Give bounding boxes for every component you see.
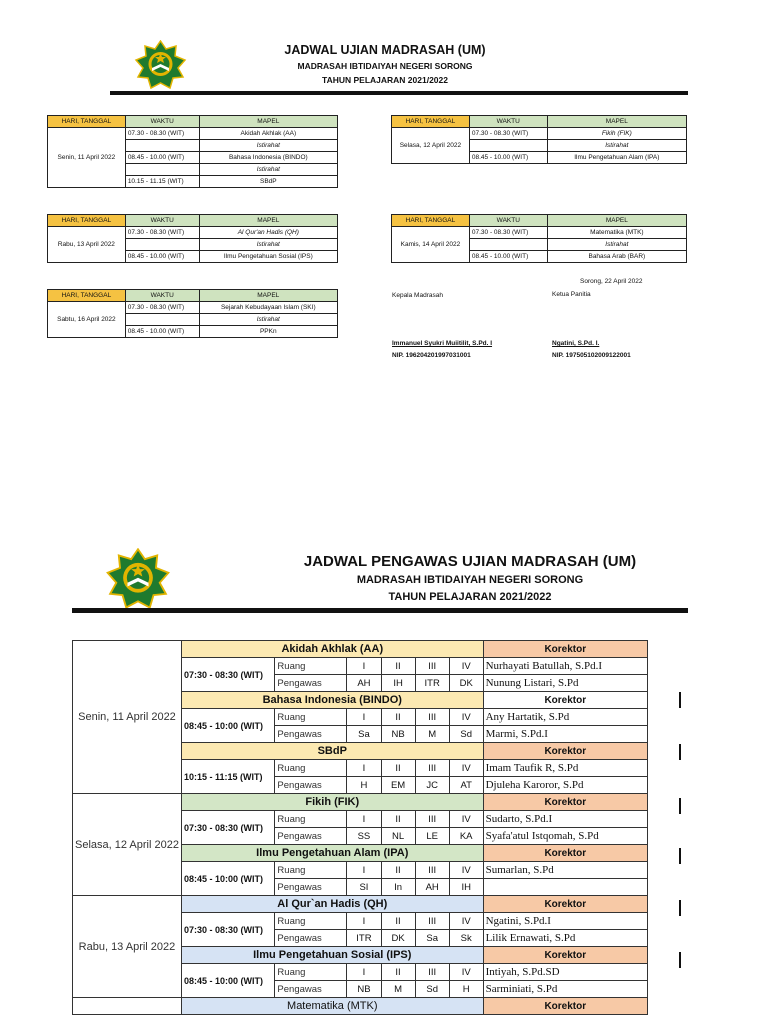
pengawas-code: In [381,879,415,896]
time-cell: 07.30 - 08.30 (WIT) [125,302,199,314]
room: II [381,964,415,981]
room: I [347,760,381,777]
header-time: WAKTU [469,215,547,227]
place-date: Sorong, 22 April 2022 [580,278,643,285]
bottom-title: JADWAL PENGAWAS UJIAN MADRASAH (UM) [303,553,637,570]
room: II [381,658,415,675]
madrasah-logo-top [133,40,188,90]
pengawas-code: NB [347,981,381,998]
pengawas-code: IH [449,879,483,896]
ruang-label: Ruang [275,862,347,879]
pengawas-label: Pengawas [275,930,347,947]
korektor-name: Intiyah, S.Pd.SD [483,964,647,981]
margin-mark [679,692,681,708]
korektor-header: Korektor [483,947,647,964]
session-time: 08:45 - 10:00 (WIT) [181,862,274,896]
margin-mark [679,744,681,760]
time-cell: 08.45 - 10.00 (WIT) [125,326,199,338]
room: II [381,709,415,726]
pengawas-code: IH [381,675,415,692]
korektor-name: Any Hartatik, S.Pd [483,709,647,726]
margin-mark [679,848,681,864]
left-signer-nip: NIP. 196204201997031001 [392,352,471,359]
room: III [415,913,449,930]
room: IV [449,811,483,828]
day-cell: Sabtu, 16 April 2022 [48,302,126,338]
room: III [415,811,449,828]
room: I [347,964,381,981]
margin-mark [679,900,681,916]
ruang-label: Ruang [275,760,347,777]
session-time: 08:45 - 10:00 (WIT) [181,964,274,998]
day-selasa: Selasa, 12 April 2022 [73,794,182,896]
room: II [381,862,415,879]
room: IV [449,964,483,981]
day-senin: Senin, 11 April 2022 [73,641,182,794]
room: II [381,811,415,828]
subject-header: Bahasa Indonesia (BINDO) [181,692,483,709]
pengawas-code: EM [381,777,415,794]
margin-mark [679,798,681,814]
subject-cell: Matematika (MTK) [547,227,686,239]
room: IV [449,760,483,777]
top-title: JADWAL UJIAN MADRASAH (UM) [284,43,486,57]
header-day: HARI, TANGGAL [48,290,126,302]
pengawas-label: Pengawas [275,828,347,845]
korektor-name: Lilik Ernawati, S.Pd [483,930,647,947]
left-signer-role: Kepala Madrasah [392,292,443,299]
pengawas-code: SI [347,879,381,896]
header-subject: MAPEL [199,290,337,302]
subject-cell: Akidah Akhlak (AA) [199,128,337,140]
subject-header: Fikih (FIK) [181,794,483,811]
header-subject: MAPEL [199,116,337,128]
room: IV [449,658,483,675]
korektor-header: Korektor [483,641,647,658]
subject-header: Ilmu Pengetahuan Sosial (IPS) [181,947,483,964]
subject-header: Matematika (MTK) [181,998,483,1015]
break-cell: Istirahat [199,239,337,251]
top-divider [110,91,688,95]
header-day: HARI, TANGGAL [48,116,126,128]
room: I [347,862,381,879]
pengawas-code: Sd [449,726,483,743]
header-subject: MAPEL [199,215,337,227]
korektor-name: Sarminiati, S.Pd [483,981,647,998]
subject-cell: Bahasa Arab (BAR) [547,251,686,263]
time-cell: 08.45 - 10.00 (WIT) [469,251,547,263]
korektor-header: Korektor [483,794,647,811]
time-cell: 07.30 - 08.30 (WIT) [469,128,547,140]
pengawas-code: H [347,777,381,794]
header-subject: MAPEL [547,116,686,128]
time-cell: 10.15 - 11.15 (WIT) [125,176,199,188]
day-kamis-partial [73,998,182,1015]
right-signer-nip: NIP. 197505102009122001 [552,352,631,359]
subject-cell: Al Qur'an Hadis (QH) [199,227,337,239]
korektor-header: Korektor [483,845,647,862]
pengawas-code: Sd [415,981,449,998]
room: I [347,913,381,930]
korektor-name: Djuleha Karoror, S.Pd [483,777,647,794]
pengawas-label: Pengawas [275,879,347,896]
room: II [381,760,415,777]
room: III [415,862,449,879]
header-time: WAKTU [469,116,547,128]
pengawas-code: Sa [347,726,381,743]
pengawas-code: AH [415,879,449,896]
day-cell: Kamis, 14 April 2022 [392,227,470,263]
subject-header: Al Qur`an Hadis (QH) [181,896,483,913]
top-table-rabu [47,214,338,263]
korektor-name: Nunung Listari, S.Pd [483,675,647,692]
korektor-header: Korektor [483,998,647,1015]
session-time: 07:30 - 08:30 (WIT) [181,811,274,845]
time-cell: 07.30 - 08.30 (WIT) [469,227,547,239]
ruang-label: Ruang [275,709,347,726]
time-cell: 07.30 - 08.30 (WIT) [125,128,199,140]
top-table-selasa [391,115,687,164]
break-cell: Istirahat [199,164,337,176]
korektor-header: Korektor [483,743,647,760]
room: III [415,964,449,981]
subject-header: SBdP [181,743,483,760]
right-signer-name: Ngatini, S.Pd. I. [552,340,600,347]
room: III [415,760,449,777]
header-day: HARI, TANGGAL [392,116,470,128]
pengawas-code: Sa [415,930,449,947]
header-subject: MAPEL [547,215,686,227]
pengawas-code: LE [415,828,449,845]
pengawas-code: AH [347,675,381,692]
pengawas-code: NL [381,828,415,845]
top-table-senin [47,115,338,188]
room: IV [449,862,483,879]
break-cell: Istirahat [547,140,686,152]
subject-cell: SBdP [199,176,337,188]
break-cell: Istirahat [199,314,337,326]
korektor-name: Sudarto, S.Pd.I [483,811,647,828]
korektor-name-empty [483,879,647,896]
pengawas-label: Pengawas [275,726,347,743]
day-cell: Selasa, 12 April 2022 [392,128,470,164]
day-cell: Rabu, 13 April 2022 [48,227,126,263]
subject-header: Ilmu Pengetahuan Alam (IPA) [181,845,483,862]
room: I [347,658,381,675]
korektor-name: Ngatini, S.Pd.I [483,913,647,930]
room: III [415,709,449,726]
pengawas-code: ITR [415,675,449,692]
day-cell: Senin, 11 April 2022 [48,128,126,188]
session-time: 07:30 - 08:30 (WIT) [181,658,274,692]
korektor-name: Sumarlan, S.Pd [483,862,647,879]
room: I [347,811,381,828]
time-cell: 08.45 - 10.00 (WIT) [125,152,199,164]
session-time: 10:15 - 11:15 (WIT) [181,760,274,794]
pengawas-code: AT [449,777,483,794]
header-day: HARI, TANGGAL [392,215,470,227]
pengawas-code: JC [415,777,449,794]
header-time: WAKTU [125,290,199,302]
room: II [381,913,415,930]
top-subtitle: MADRASAH IBTIDAIYAH NEGERI SORONG [297,61,473,71]
header-day: HARI, TANGGAL [48,215,126,227]
pengawas-label: Pengawas [275,777,347,794]
header-time: WAKTU [125,116,199,128]
subject-header: Akidah Akhlak (AA) [181,641,483,658]
top-table-kamis [391,214,687,263]
korektor-name: Imam Taufik R, S.Pd [483,760,647,777]
time-cell: 08.45 - 10.00 (WIT) [469,152,547,164]
ruang-label: Ruang [275,913,347,930]
supervisor-table [72,640,648,1015]
right-signer-role: Ketua Panitia [552,291,591,298]
korektor-name: Marmi, S.Pd.I [483,726,647,743]
ruang-label: Ruang [275,811,347,828]
pengawas-label: Pengawas [275,675,347,692]
pengawas-code: SS [347,828,381,845]
pengawas-code: M [415,726,449,743]
room: III [415,658,449,675]
ruang-label: Ruang [275,964,347,981]
ruang-label: Ruang [275,658,347,675]
korektor-header: Korektor [483,896,647,913]
bottom-subtitle: MADRASAH IBTIDAIYAH NEGERI SORONG [356,574,584,586]
korektor-header: Korektor [483,692,647,709]
korektor-name: Syafa'atul Istqomah, S.Pd [483,828,647,845]
time-cell: 07.30 - 08.30 (WIT) [125,227,199,239]
pengawas-code: M [381,981,415,998]
session-time: 07:30 - 08:30 (WIT) [181,913,274,947]
pengawas-label: Pengawas [275,981,347,998]
subject-cell: PPKn [199,326,337,338]
room: I [347,709,381,726]
pengawas-code: H [449,981,483,998]
pengawas-code: KA [449,828,483,845]
bottom-year: TAHUN PELAJARAN 2021/2022 [388,591,552,603]
break-cell: Istirahat [547,239,686,251]
left-signer-name: Immanuel Syukri Muiitilit, S.Pd. I [392,340,493,347]
pengawas-code: Sk [449,930,483,947]
subject-cell: Fikih (FIK) [547,128,686,140]
subject-cell: Ilmu Pengetahuan Sosial (IPS) [199,251,337,263]
top-year: TAHUN PELAJARAN 2021/2022 [322,75,448,85]
bottom-divider [72,608,688,613]
pengawas-code: DK [381,930,415,947]
margin-mark [679,952,681,968]
subject-cell: Sejarah Kebudayaan Islam (SKI) [199,302,337,314]
day-rabu: Rabu, 13 April 2022 [73,896,182,998]
pengawas-code: ITR [347,930,381,947]
top-table-sabtu [47,289,338,338]
subject-cell: Bahasa Indonesia (BINDO) [199,152,337,164]
subject-cell: Ilmu Pengetahuan Alam (IPA) [547,152,686,164]
break-cell: Istirahat [199,140,337,152]
pengawas-code: NB [381,726,415,743]
madrasah-logo-bottom [103,548,173,610]
korektor-name: Nurhayati Batullah, S.Pd.I [483,658,647,675]
pengawas-code: DK [449,675,483,692]
room: IV [449,709,483,726]
time-cell: 08.45 - 10.00 (WIT) [125,251,199,263]
session-time: 08:45 - 10:00 (WIT) [181,709,274,743]
header-time: WAKTU [125,215,199,227]
room: IV [449,913,483,930]
